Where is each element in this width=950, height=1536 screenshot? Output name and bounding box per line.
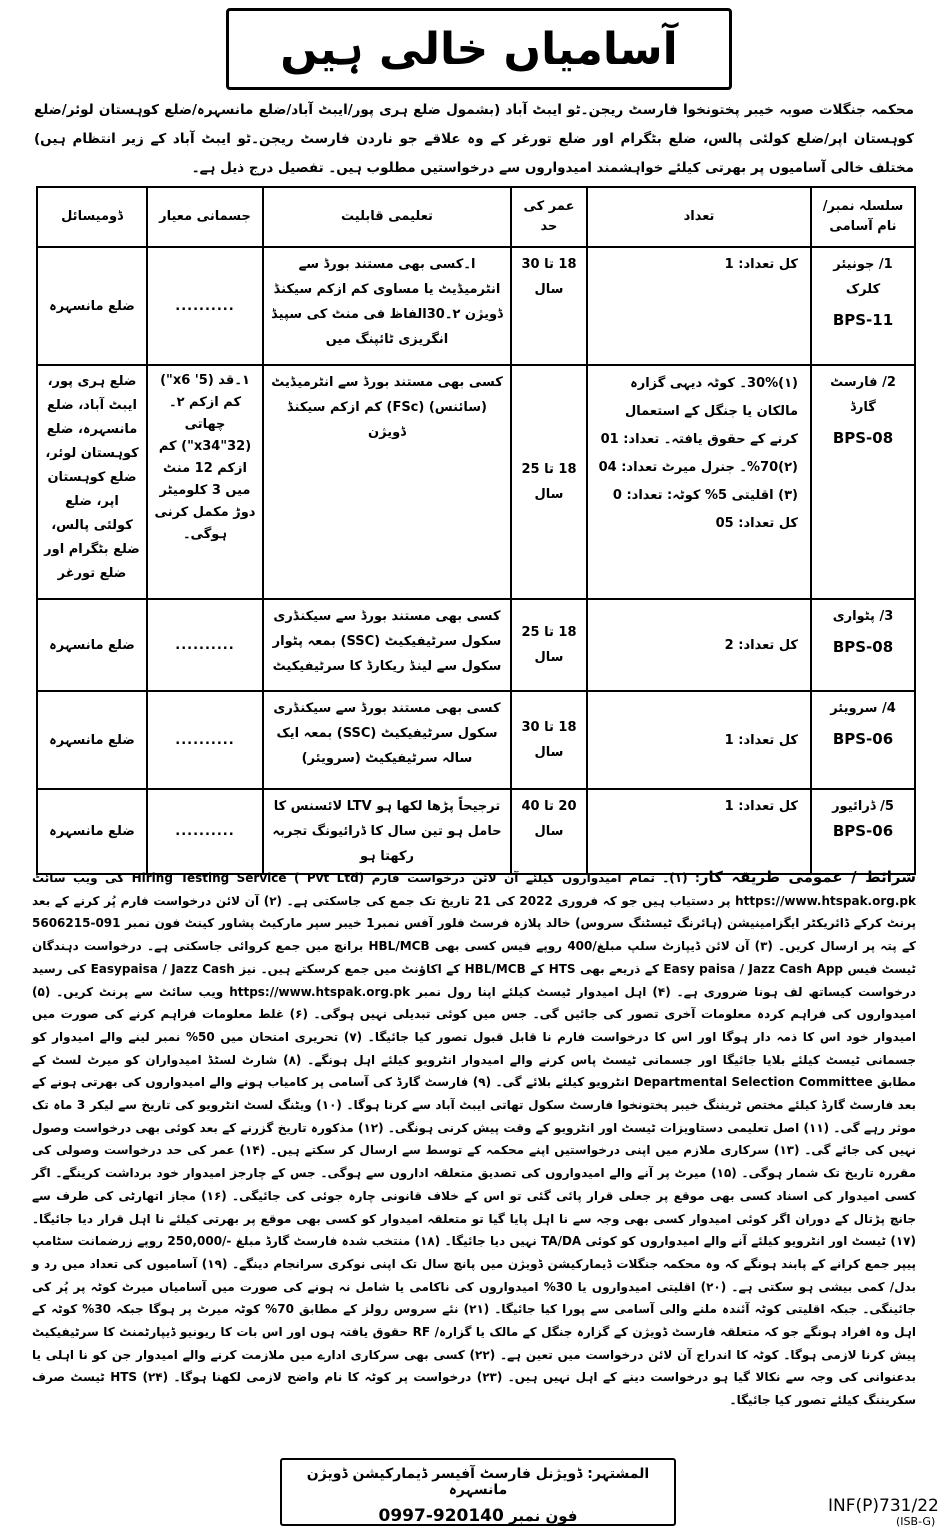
- bps-grade: BPS-06: [832, 730, 894, 748]
- header-post: سلسلہ نمبر/ نام آسامی: [811, 187, 915, 247]
- phone-line: [282, 1506, 674, 1526]
- cell-post: [811, 365, 915, 599]
- table-row: [37, 247, 915, 365]
- terms-text: (۱)۔ تمام امیدواروں کیلئے آن لائن درخواست فارم Hiring Testing Service ( Pvt Ltd) کی ویب سائٹ https://www.htspak.org.pk پر دستیاب ہیں جو کہ فروری 2022 کی 21 تاریخ تک جمع کی جاسکتی ہے۔ (۲) آن لائن درخواست فارم پُر کرنے کے بعد پرنٹ کرکے ڈائریکٹر ایگزامینیشن (ہائرنگ ٹیسٹنگ سروس) خالد پلازہ فرسٹ فلور آفس نمبر1 خیبر سپر مارکیٹ پشاور کینٹ فون نمبر 091-5606215 کے پتہ پر ارسال کریں۔ (۳) آن لائن ڈیپازٹ سلپ مبلغ/400 روپے فیس کسی بھی HBL/MCB برانچ میں جمع کروائی جاسکتی ہے۔ درخواست دہندگان ٹیسٹ فیس Easy paisa / Jazz Cash App کے ذریعے بھی HTS کے HBL/MCB کے اکاؤنٹ میں جمع کرسکتے ہیں۔ نیز Easypaisa / Jazz Cash کی رسید درخواست کیساتھ لف ہونا ضروری ہے۔ (۴) اہل امیدوار ٹیسٹ کیلئے اپنا رول نمبر https://www.htspak.org.pk ویب سائٹ سے پرنٹ کریں۔ (۵) امیدواروں کی فراہم کردہ معلومات آخری تصور کی جائیں گی۔ جس میں کوئی تبدیلی نہیں ہوگی۔ (۶) غلط معلومات فراہم کرنے کی صورت میں امیدوار خود اس کا ذمہ دار ہوگا اور اس کا درخواست فارم نا قابل قبول تصور کیا جائیگا۔ (۷) تحریری امتحان میں 50% نمبر لینے والے امیدوار کو جسمانی ٹیسٹ کیلئے بلایا جائیگا اور جسمانی ٹیسٹ پاس کرنے والے امیدوار انٹرویو کیلئے اہل ہونگے۔ (۸) شارٹ لسٹڈ امیدواران کو میرٹ لسٹ کے مطابق Departmental Selection Committee انٹرویو کیلئے بلائے گی۔ (۹) فارسٹ گارڈ کی آسامی پر کامیاب ہونے والے امیدواروں کی بھرتی ہونے کے بعد فارسٹ گارڈ کیلئے مختص ٹریننگ خیبر پختونخوا فارسٹ سکول تھاتی ایبٹ آباد سے کرنا ہوگا۔ (۱۰) ویٹنگ لسٹ انٹرویو کی تاریخ سے لیکر 3 ماہ تک موثر رہے گی۔ (۱۱) اصل تعلیمی دستاویزات ٹیسٹ اور انٹرویو کے وقت پیش کرنی ہونگی۔ (۱۲) مذکورہ تاریخ گزرنے کے بعد کوئی بھی درخواست وصول نہیں کی جائے گی۔ (۱۳) سرکاری ملازم میں اپنی درخواستیں اپنے محکمہ کے توسط سے ارسال کر سکتے ہیں۔ (۱۴) عمر کی حد درخواست وصولی کی مقررہ تاریخ تک شمار ہوگی۔ (۱۵) میرٹ پر آنے والے امیدواروں کی تصدیق متعلقہ اداروں سے ہوگی۔ جس کے چارجز امیدوار خود برداشت کرینگے۔ اگر کسی امیدوار کی اسناد کسی بھی موقع پر جعلی قرار پائی گئی تو اس کے خلاف قانونی چارہ جوئی کی جائیگی۔ (۱۶) مجاز اتھارٹی کی طرف سے جانچ پڑتال کے دوران اگر کوئی امیدوار کسی بھی وجہ سے نا اہل پایا گیا تو متعلقہ امیدوار کو کسی بھی موقع پر بھرتی کیلئے نا اہل قرار دیا جائیگا۔ (۱۷) ٹیسٹ اور انٹرویو کیلئے آنے والے امیدواروں کو کوئی TA/DA نہیں دیا جائیگا۔ (۱۸) منتخب شدہ فارسٹ گارڈ مبلغ -/250,000 روپے زرضمانت سٹامپ پیپر جمع کرانے کے پابند ہونگے کہ وہ محکمہ جنگلات ڈیمارکیشن ڈویژن میں پانچ سال تک اپنی نوکری سرانجام دینگے۔ (۱۹) آسامیوں کی تعداد میں رد و بدل/ کمی بیشی ہو سکتی ہے۔ (۲۰) اقلیتی امیدواروں یا 30% امیدواروں کی ناکامی یا شامل نہ ہونے کی صورت میں آسامیاں میرٹ کوٹہ پر پُر کی جائینگی۔ جبکہ اقلیتی کوٹہ آئندہ ملنے والی آسامی سے پورا کیا جائیگا۔ (۲۱) نئے سروس رولز کے مطابق 70% کوٹہ میرٹ پر ہوگا جبکہ 30% کوٹہ کے اہل وہ افراد ہونگے جو کہ متعلقہ فارسٹ ڈویژن کے گزارہ جنگل کے مالک یا گزارہ/ RF حقوق یافتہ ہوں اور اس بات کا ریونیو ڈیپارٹمنٹ کا سرٹیفیکیٹ پیش کرنا لازمی ہوگا۔ کوٹہ کا اندراج آن لائن درخواست میں تعین ہے۔ (۲۲) کسی بھی سرکاری ادارے میں ملازمت کرنے والے امیدوار جن کو نا اہلی یا بدعنوانی کی وجہ سے نکالا گیا ہو درخواست دینے کے اہل نہیں ہیں۔ (۲۳) درخواست پر کوٹہ کا نام واضح لازمی لکھنا ہوگا۔ (۲۴) HTS ٹیسٹ صرف سکریننگ کیلئے تصور کیا جائیگا۔: [32, 871, 917, 1408]
- cell-age: 18 تا 25 سال: [511, 365, 587, 599]
- phone-label: فون نمبر: [509, 1507, 578, 1525]
- table-row: [37, 365, 915, 599]
- cell-qualification: کسی بھی مستند بورڈ سے سیکنڈری سکول سرٹیفیکیٹ (SSC) بمعہ پٹوار سکول سے لینڈ ریکارڈ کا سرٹیفیکیٹ: [263, 599, 511, 691]
- table-row: [37, 691, 915, 789]
- cell-post: [811, 599, 915, 691]
- bps-grade: BPS-11: [832, 311, 894, 329]
- header-physical: جسمانی معیار: [147, 187, 263, 247]
- table-row: [37, 789, 915, 874]
- post-title: 1/ جونیئر کلرک: [833, 257, 893, 297]
- post-title: 3/ پٹواری: [832, 609, 894, 624]
- cell-age: 18 تا 30 سال: [511, 691, 587, 789]
- reference-number: INF(P)731/22: [828, 1496, 939, 1516]
- cell-qualification: ترجیحاً پڑھا لکھا ہو LTV لائسنس کا حامل ہو تین سال کا ڈرائیونگ تجربہ رکھتا ہو: [263, 789, 511, 874]
- cell-age: 18 تا 25 سال: [511, 599, 587, 691]
- job-advertisement: [10, 8, 938, 1528]
- advertiser-line: المشتہر: ڈویژنل فارسٹ آفیسر ڈیمارکیشن ڈویژن مانسہرہ: [306, 1466, 650, 1498]
- intro-paragraph: محکمہ جنگلات صوبہ خیبر پختونخوا فارسٹ ریجن۔ٹو ایبٹ آباد (بشمول ضلع ہری پور/ایبٹ آباد/ضلع مانسہرہ/ضلع کوہستان لوئر/ضلع کوہستان اپر/ضلع کولئی پالس، ضلع بٹگرام اور ضلع تورغر کے وہ علاقے جو ناردن فارسٹ ریجن۔ٹو ایبٹ آباد کے زیر انتظام ہیں) مختلف خالی آسامیوں پر بھرتی کیلئے خواہشمند امیدواروں سے درخواستیں مطلوب ہیں۔ تفصیل درج ذیل ہے۔: [34, 102, 914, 176]
- cell-quantity: کل تعداد: 2: [587, 599, 811, 691]
- isb-code: (ISB-G): [896, 1515, 936, 1528]
- cell-qualification: کسی بھی مستند بورڈ سے سیکنڈری سکول سرٹیفیکیٹ (SSC) بمعہ ایک سالہ سرٹیفیکیٹ (سرویئر): [263, 691, 511, 789]
- bps-grade: BPS-08: [832, 429, 894, 447]
- bps-grade: BPS-08: [832, 638, 894, 656]
- cell-qualification: ا۔کسی بھی مستند بورڈ سے انٹرمیڈیٹ یا مساوی کم ازکم سیکنڈ ڈویژن ۲۔30الفاظ فی منٹ کی سپیڈ انگریزی ٹائپنگ میں: [263, 247, 511, 365]
- cell-domicile: ضلع ہری پور، ایبٹ آباد، ضلع مانسہرہ، ضلع کوہستان لوئر، ضلع کوہستان اپر، ضلع کولئی پالس، ضلع بٹگرام اور ضلع تورغر: [37, 365, 147, 599]
- cell-age: 20 تا 40 سال: [511, 789, 587, 874]
- terms-heading: شرائط / عمومی طریقہ کار: [699, 868, 916, 886]
- headline-title: آسامیاں خالی ہیں: [280, 23, 678, 75]
- table-header-row: [37, 187, 915, 247]
- bps-grade: BPS-06: [832, 822, 894, 840]
- cell-domicile: ضلع مانسہرہ: [37, 599, 147, 691]
- cell-physical: ..........: [147, 789, 263, 874]
- header-domicile: ڈومیسائل: [37, 187, 147, 247]
- advertiser-box: [280, 1458, 676, 1526]
- cell-qualification: کسی بھی مستند بورڈ سے انٹرمیڈیٹ (سائنس) (FSc) کم ازکم سیکنڈ ڈویژن: [263, 365, 511, 599]
- cell-age: 18 تا 30 سال: [511, 247, 587, 365]
- headline-banner: [226, 8, 732, 90]
- cell-domicile: ضلع مانسہرہ: [37, 247, 147, 365]
- cell-physical: ..........: [147, 247, 263, 365]
- cell-post: [811, 691, 915, 789]
- post-title: 4/ سرویئر: [830, 701, 896, 716]
- cell-quantity: (۱)30%۔ کوٹہ دیہی گزارہ مالکان یا جنگل کے استعمال کرنے کے حقوق یافتہ۔ تعداد: 01 (۲)70%۔ جنرل میرٹ تعداد: 04 (۳) اقلیتی 5% کوٹہ: تعداد: 0 کل تعداد: 05: [587, 365, 811, 599]
- cell-domicile: ضلع مانسہرہ: [37, 691, 147, 789]
- cell-physical: ..........: [147, 599, 263, 691]
- post-title: 5/ ڈرائیور: [832, 799, 894, 814]
- header-age: عمر کی حد: [511, 187, 587, 247]
- vacancy-table: [36, 186, 916, 875]
- header-qualification: تعلیمی قابلیت: [263, 187, 511, 247]
- cell-physical: ۱۔قد (5' x6") کم ازکم ۲۔ چھاتی (32"x34") کم ازکم 12 منٹ میں 3 کلومیٹر دوڑ مکمل کرنی ہوگی۔: [147, 365, 263, 599]
- cell-quantity: کل تعداد: 1: [587, 789, 811, 874]
- post-title: 2/ فارسٹ گارڈ: [830, 375, 896, 415]
- cell-post: [811, 247, 915, 365]
- table-row: [37, 599, 915, 691]
- phone-number: 0997-920140: [378, 1506, 504, 1526]
- cell-domicile: ضلع مانسہرہ: [37, 789, 147, 874]
- cell-post: [811, 789, 915, 874]
- terms-section: شرائط / عمومی طریقہ کار: (۱)۔ تمام امیدواروں کیلئے آن لائن درخواست فارم Hiring Testing Service ( Pvt Ltd) کی ویب سائٹ https://www.htspak.org.pk پر دستیاب ہیں جو کہ فروری 2022 کی 21 تاریخ تک جمع کی جاسکتی ہے۔ (۲) آن لائن درخواست فارم پُر کرنے کے بعد پرنٹ کرکے ڈائریکٹر ایگزامینیشن (ہائرنگ ٹیسٹنگ سروس) خالد پلازہ فرسٹ فلور آفس نمبر1 خیبر سپر مارکیٹ پشاور کینٹ فون نمبر 091-5606215 کے پتہ پر ارسال کریں۔ (۳) آن لائن ڈیپازٹ سلپ مبلغ/400 روپے فیس کسی بھی HBL/MCB برانچ میں جمع کروائی جاسکتی ہے۔ درخواست دہندگان ٹیسٹ فیس Easy paisa / Jazz Cash App کے ذریعے بھی HTS کے HBL/MCB کے اکاؤنٹ میں جمع کرسکتے ہیں۔ نیز Easypaisa / Jazz Cash کی رسید درخواست کیساتھ لف ہونا ضروری ہے۔ (۴) اہل امیدوار ٹیسٹ کیلئے اپنا رول نمبر https://www.htspak.org.pk ویب سائٹ سے پرنٹ کریں۔ (۵) امیدواروں کی فراہم کردہ معلومات آخری تصور کی جائیں گی۔ جس میں کوئی تبدیلی نہیں ہوگی۔ (۶) غلط معلومات فراہم کرنے کی صورت میں امیدوار خود اس کا ذمہ دار ہوگا اور اس کا درخواست فارم نا قابل قبول تصور کیا جائیگا۔ (۷) تحریری امتحان میں 50% نمبر لینے والے امیدوار کو جسمانی ٹیسٹ کیلئے بلایا جائیگا اور جسمانی ٹیسٹ پاس کرنے والے امیدوار انٹرویو کیلئے اہل ہونگے۔ (۸) شارٹ لسٹڈ امیدواران کو میرٹ لسٹ کے مطابق Departmental Selection Committee انٹرویو کیلئے بلائے گی۔ (۹) فارسٹ گارڈ کی آسامی پر کامیاب ہونے والے امیدواروں کی بھرتی ہونے کے بعد فارسٹ گارڈ کیلئے مختص ٹریننگ خیبر پختونخوا فارسٹ سکول تھاتی ایبٹ آباد سے کرنا ہوگا۔ (۱۰) ویٹنگ لسٹ انٹرویو کی تاریخ سے لیکر 3 ماہ تک موثر رہے گی۔ (۱۱) اصل تعلیمی دستاویزات ٹیسٹ اور انٹرویو کے وقت پیش کرنی ہونگی۔ (۱۲) مذکورہ تاریخ گزرنے کے بعد کوئی بھی درخواست وصول نہیں کی جائے گی۔ (۱۳) سرکاری ملازم میں اپنی درخواستیں اپنے محکمہ کے توسط سے ارسال کر سکتے ہیں۔ (۱۴) عمر کی حد درخواست وصولی کی مقررہ تاریخ تک شمار ہوگی۔ (۱۵) میرٹ پر آنے والے امیدواروں کی تصدیق متعلقہ اداروں سے ہوگی۔ جس کے چارجز امیدوار خود برداشت کرینگے۔ اگر کسی امیدوار کی اسناد کسی بھی موقع پر جعلی قرار پائی گئی تو اس کے خلاف قانونی چارہ جوئی کی جائیگی۔ (۱۶) مجاز اتھارٹی کی طرف سے جانچ پڑتال کے دوران اگر کوئی امیدوار کسی بھی وجہ سے نا اہل پایا گیا تو متعلقہ امیدوار کو کسی بھی موقع پر بھرتی کیلئے نا اہل قرار دیا جائیگا۔ (۱۷) ٹیسٹ اور انٹرویو کیلئے آنے والے امیدواروں کو کوئی TA/DA نہیں دیا جائیگا۔ (۱۸) منتخب شدہ فارسٹ گارڈ مبلغ -/250,000 روپے زرضمانت سٹامپ پیپر جمع کرانے کے پابند ہونگے کہ وہ محکمہ جنگلات ڈیمارکیشن ڈویژن میں پانچ سال تک اپنی نوکری سرانجام دینگے۔ (۱۹) آسامیوں کی تعداد میں رد و بدل/ کمی بیشی ہو سکتی ہے۔ (۲۰) اقلیتی امیدواروں یا 30% امیدواروں کی ناکامی یا شامل نہ ہونے کی صورت میں آسامیاں میرٹ کوٹہ پر پُر کی جائینگی۔ جبکہ اقلیتی کوٹہ آئندہ ملنے والی آسامی سے پورا کیا جائیگا۔ (۲۱) نئے سروس رولز کے مطابق 70% کوٹہ میرٹ پر ہوگا جبکہ 30% کوٹہ کے اہل وہ افراد ہونگے جو کہ متعلقہ فارسٹ ڈویژن کے گزارہ جنگل کے مالک یا گزارہ/ RF حقوق یافتہ ہوں اور اس بات کا ریونیو ڈیپارٹمنٹ کا سرٹیفیکیٹ پیش کرنا لازمی ہوگا۔ کوٹہ کا اندراج آن لائن درخواست میں تعین ہے۔ (۲۲) کسی بھی سرکاری ادارے میں ملازمت کرنے والے امیدوار جن کو نا اہلی یا بدعنوانی کی وجہ سے نکالا گیا ہو درخواست دینے کے اہل نہیں ہیں۔ (۲۳) درخواست پر کوٹہ کا نام واضح لازمی لکھنا ہوگا۔ (۲۴) HTS ٹیسٹ صرف سکریننگ کیلئے تصور کیا جائیگا۔: [32, 868, 917, 1408]
- cell-quantity: کل تعداد: 1: [587, 691, 811, 789]
- cell-quantity: کل تعداد: 1: [587, 247, 811, 365]
- cell-physical: ..........: [147, 691, 263, 789]
- header-quantity: تعداد: [587, 187, 811, 247]
